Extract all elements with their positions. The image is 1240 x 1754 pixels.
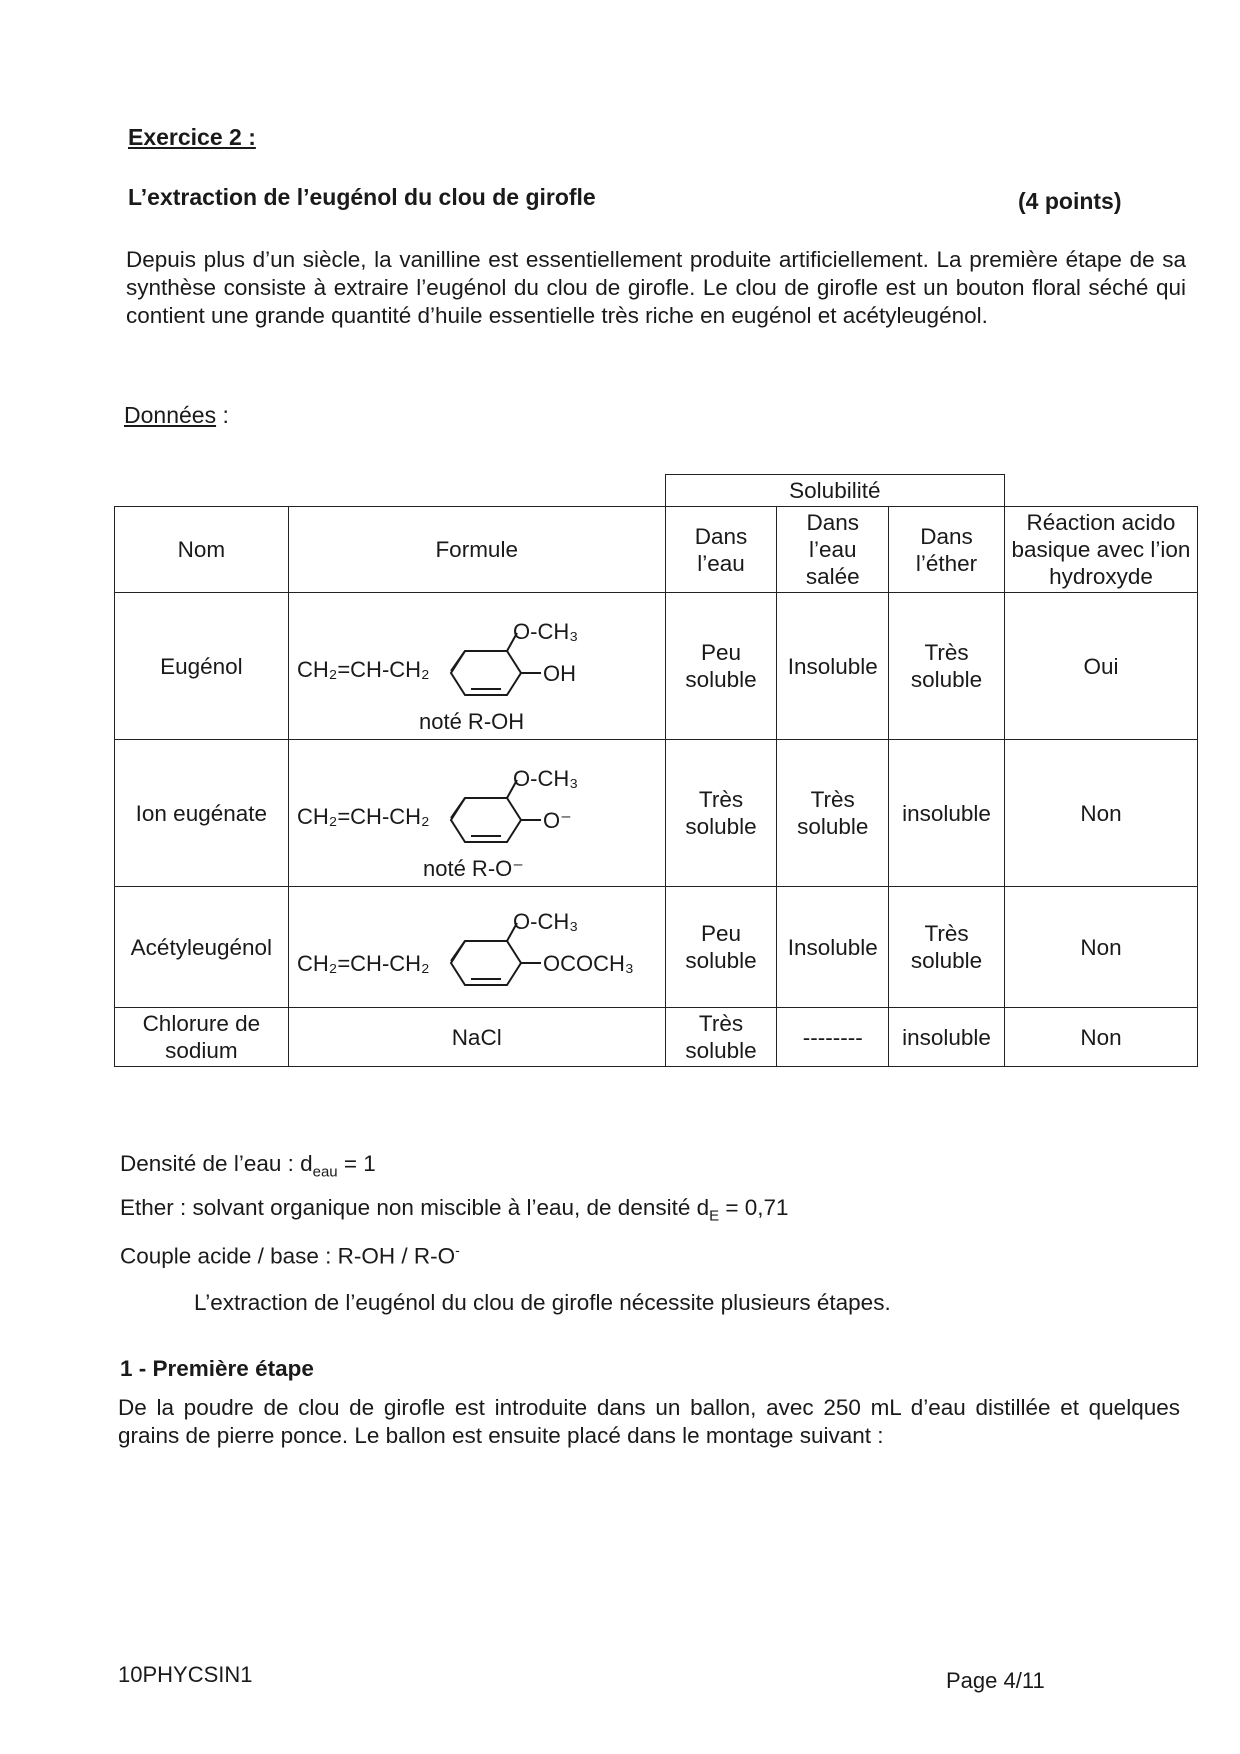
table-header-eau: Dans l’eau (665, 507, 777, 593)
etapes-sentence: L’extraction de l’eugénol du clou de girofle nécessite plusieurs étapes. (194, 1290, 891, 1315)
cell-formule: NaCl (288, 1008, 665, 1067)
formula-note: noté R-O⁻ (422, 856, 524, 881)
cell-formule (288, 593, 665, 740)
cell-ether: insoluble (889, 740, 1005, 887)
formula-substituent-right: OCOCH₃ (542, 951, 634, 976)
cell-eau: Peu soluble (665, 887, 777, 1008)
cell-reaction: Non (1004, 887, 1197, 1008)
donnees-label: Données (124, 402, 217, 428)
cell-nom: Chlorure de sodium (115, 1008, 289, 1067)
table-header-solubilite: Solubilité (665, 475, 1004, 507)
formula-substituent-top: O-CH₃ (512, 619, 578, 644)
formula-chain: CH₂=CH-CH₂ (296, 951, 430, 976)
exercise-title: Exercice 2 : (128, 124, 256, 150)
cell-ether: insoluble (889, 1008, 1005, 1067)
table-header-ether: Dans l’éther (889, 507, 1005, 593)
cell-eau-salee: -------- (777, 1008, 889, 1067)
cell-ether: Très soluble (889, 887, 1005, 1008)
formula-substituent-right: O⁻ (542, 808, 572, 833)
table-row (115, 1008, 1198, 1067)
table-header-formule: Formule (288, 507, 665, 593)
cell-eau: Peu soluble (665, 593, 777, 740)
footer-page-number: Page 4/11 (946, 1668, 1045, 1693)
exercise-points: (4 points) (1018, 188, 1122, 214)
ether-line (120, 1190, 789, 1234)
cell-eau-salee: Insoluble (777, 593, 889, 740)
donnees-colon: : (216, 402, 229, 428)
couple-prefix: Couple acide / base : R-OH / R-O (120, 1243, 456, 1269)
formula-chain: CH₂=CH-CH₂ (296, 657, 430, 682)
cell-reaction: Non (1004, 740, 1197, 887)
intro-paragraph: Depuis plus d’un siècle, la vanilline est essentiellement produite artificiellement. La première étape de sa synthèse consiste à extraire l’eugénol du clou de girofle. Le clou de girofle est un bouton floral séché qui contient une grande quantité d’huile essentielle très riche en eugénol et acétyleugénol. (126, 247, 1186, 328)
table-header-eau-salee: Dans l’eau salée (777, 507, 889, 593)
densite-sub: eau (312, 1163, 338, 1181)
densite-eau-line (120, 1146, 789, 1190)
densite-prefix: Densité de l’eau : d (120, 1151, 313, 1176)
cell-reaction: Oui (1004, 593, 1197, 740)
cell-formule (288, 887, 665, 1008)
eugenol-formula (289, 593, 665, 739)
exercise-subject: L’extraction de l’eugénol du clou de girofle (128, 184, 596, 210)
cell-nom: Ion eugénate (115, 740, 289, 887)
step-1-text: De la poudre de clou de girofle est introduite dans un ballon, avec 250 mL d’eau distillée et quelques grains de pierre ponce. Le ballon est ensuite placé dans le montage suivant : (118, 1395, 1180, 1448)
cell-eau: Très soluble (665, 1008, 777, 1067)
table-header-nom: Nom (115, 507, 289, 593)
table-row (115, 887, 1198, 1008)
formula-substituent-right: OH (542, 661, 576, 686)
data-lines (120, 1146, 789, 1274)
footer-code: 10PHYCSIN1 (118, 1662, 253, 1687)
cell-eau: Très soluble (665, 740, 777, 887)
cell-reaction: Non (1004, 1008, 1197, 1067)
couple-sup: - (455, 1242, 460, 1258)
table-spacer (115, 475, 666, 507)
formula-chain: CH₂=CH-CH₂ (296, 804, 430, 829)
table-row (115, 740, 1198, 887)
cell-ether: Très soluble (889, 593, 1005, 740)
acetyleugenol-formula (289, 887, 665, 1007)
ether-sub: E (709, 1207, 720, 1224)
formula-note: noté R-OH (418, 709, 524, 734)
formula-substituent-top: O-CH₃ (512, 766, 578, 791)
solubility-table (114, 474, 1198, 1067)
couple-line (120, 1233, 789, 1274)
formula-substituent-top: O-CH₃ (512, 909, 578, 934)
cell-nom: Acétyleugénol (115, 887, 289, 1008)
densite-suffix: = 1 (337, 1151, 376, 1176)
cell-eau-salee: Insoluble (777, 887, 889, 1008)
step-1-title: 1 - Première étape (120, 1356, 314, 1381)
cell-nom: Eugénol (115, 593, 289, 740)
cell-eau-salee: Très soluble (777, 740, 889, 887)
table-row (115, 593, 1198, 740)
ether-suffix: = 0,71 (719, 1194, 789, 1220)
cell-formule (288, 740, 665, 887)
donnees-heading (124, 402, 229, 429)
table-header-reaction: Réaction acido basique avec l’ion hydroxyde (1004, 507, 1197, 593)
table-spacer (1004, 475, 1197, 507)
eugenate-formula (289, 740, 665, 886)
ether-prefix: Ether : solvant organique non miscible à l’eau, de densité d (120, 1194, 710, 1220)
